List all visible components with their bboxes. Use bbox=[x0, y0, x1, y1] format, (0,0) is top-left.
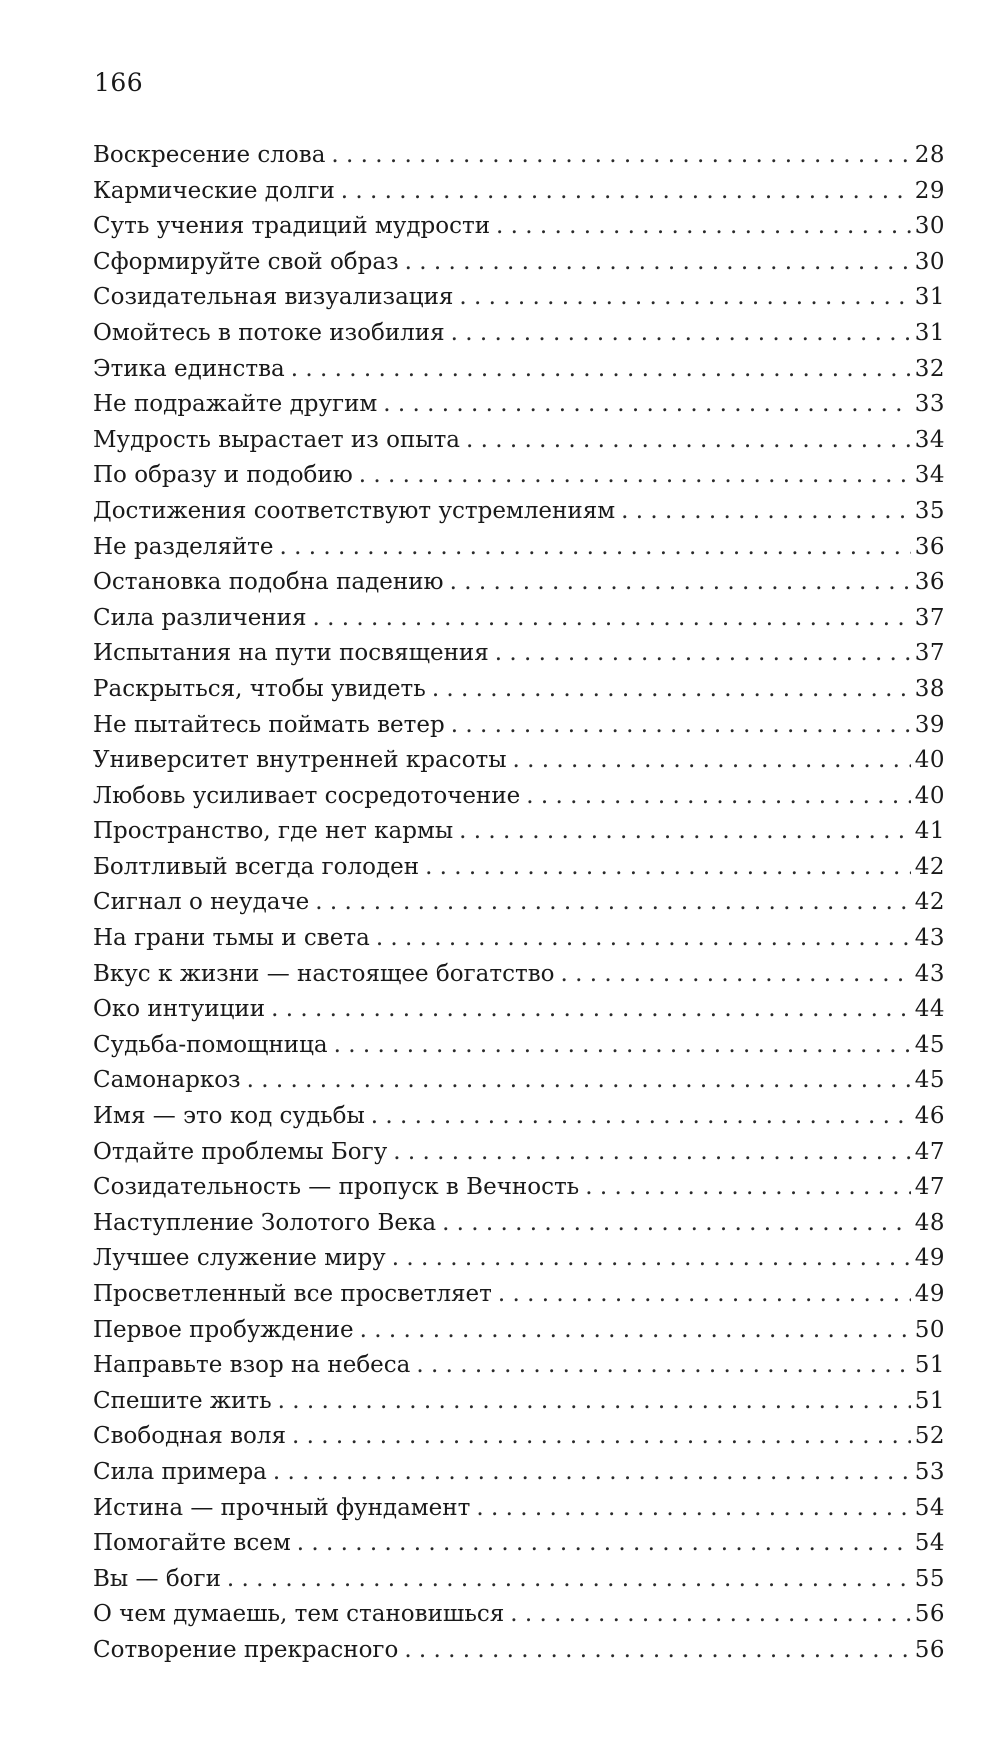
dot-leader bbox=[442, 1206, 911, 1242]
dot-leader bbox=[273, 1455, 911, 1491]
toc-entry-page-number: 43 bbox=[914, 925, 945, 952]
toc-entry-page-number: 43 bbox=[914, 960, 945, 987]
toc-entry-title: Спешите жить bbox=[93, 1387, 272, 1414]
dot-leader bbox=[359, 458, 911, 494]
toc-entry-title: Отдайте проблемы Богу bbox=[93, 1138, 388, 1165]
toc-entry bbox=[93, 1419, 945, 1455]
dot-leader bbox=[334, 1028, 911, 1064]
toc-entry bbox=[93, 530, 945, 566]
toc-entry-page-number: 54 bbox=[914, 1494, 945, 1521]
toc-entry-title: Сила примера bbox=[93, 1458, 267, 1485]
toc-entry bbox=[93, 1063, 945, 1099]
toc-entry-page-number: 48 bbox=[914, 1209, 945, 1236]
toc-entry-page-number: 42 bbox=[914, 853, 945, 880]
toc-entry-page-number: 34 bbox=[914, 462, 945, 489]
toc-entry bbox=[93, 992, 945, 1028]
toc-entry-title: Сотворение прекрасного bbox=[93, 1636, 399, 1663]
dot-leader bbox=[393, 1135, 910, 1171]
toc-entry bbox=[93, 1313, 945, 1349]
dot-leader bbox=[383, 387, 910, 423]
toc-entry bbox=[93, 743, 945, 779]
dot-leader bbox=[459, 814, 911, 850]
toc-entry bbox=[93, 779, 945, 815]
toc-entry-page-number: 53 bbox=[914, 1458, 945, 1485]
toc-entry-page-number: 51 bbox=[914, 1387, 945, 1414]
toc-entry-title: Пространство, где нет кармы bbox=[93, 818, 454, 845]
dot-leader bbox=[280, 530, 911, 566]
toc-entry-title: Достижения соответствуют устремлениям bbox=[93, 497, 616, 524]
toc-entry-page-number: 35 bbox=[914, 497, 945, 524]
toc-entry-title: Созидательная визуализация bbox=[93, 284, 454, 311]
toc-entry-title: О чем думаешь, тем становишься bbox=[93, 1601, 505, 1628]
toc-entry bbox=[93, 1170, 945, 1206]
toc-entry-page-number: 42 bbox=[914, 889, 945, 916]
dot-leader bbox=[561, 957, 911, 993]
toc-entry-page-number: 32 bbox=[914, 355, 945, 382]
dot-leader bbox=[405, 245, 911, 281]
toc-entry bbox=[93, 352, 945, 388]
toc-entry bbox=[93, 423, 945, 459]
toc-entry-title: Вкус к жизни — настоящее богатство bbox=[93, 960, 555, 987]
toc-entry-title: Суть учения традиций мудрости bbox=[93, 213, 491, 240]
toc-entry-page-number: 54 bbox=[914, 1530, 945, 1557]
toc-entry bbox=[93, 316, 945, 352]
toc-entry bbox=[93, 1455, 945, 1491]
dot-leader bbox=[466, 423, 911, 459]
dot-leader bbox=[312, 601, 910, 637]
toc-entry-page-number: 51 bbox=[914, 1352, 945, 1379]
toc-entry-title: Сигнал о неудаче bbox=[93, 889, 310, 916]
toc-entry-title: Не разделяйте bbox=[93, 533, 274, 560]
toc-entry-page-number: 47 bbox=[914, 1138, 945, 1165]
toc-entry bbox=[93, 1241, 945, 1277]
toc-entry bbox=[93, 708, 945, 744]
toc-entry-title: На грани тьмы и света bbox=[93, 925, 370, 952]
toc-entry-title: Помогайте всем bbox=[93, 1530, 291, 1557]
dot-leader bbox=[360, 1313, 911, 1349]
toc-entry bbox=[93, 280, 945, 316]
toc-entry-title: Испытания на пути посвящения bbox=[93, 640, 489, 667]
dot-leader bbox=[621, 494, 911, 530]
toc-entry-page-number: 56 bbox=[914, 1601, 945, 1628]
dot-leader bbox=[292, 1419, 911, 1455]
toc-entry-title: Этика единства bbox=[93, 355, 285, 382]
toc-entry-title: По образу и подобию bbox=[93, 462, 353, 489]
toc-entry bbox=[93, 1562, 945, 1598]
dot-leader bbox=[331, 138, 910, 174]
toc-entry-page-number: 28 bbox=[914, 142, 945, 168]
toc-entry-page-number: 36 bbox=[914, 569, 945, 596]
toc-entry-page-number: 31 bbox=[914, 284, 945, 311]
toc-entry bbox=[93, 1135, 945, 1171]
dot-leader bbox=[496, 209, 911, 245]
toc-entry-page-number: 56 bbox=[914, 1636, 945, 1663]
toc-entry bbox=[93, 1526, 945, 1562]
toc-entry bbox=[93, 1491, 945, 1527]
dot-leader bbox=[526, 779, 910, 815]
toc-entry bbox=[93, 138, 945, 174]
toc-entry-page-number: 45 bbox=[914, 1067, 945, 1094]
toc-entry-page-number: 49 bbox=[914, 1281, 945, 1307]
dot-leader bbox=[392, 1241, 911, 1277]
toc-entry bbox=[93, 458, 945, 494]
toc-entry bbox=[93, 814, 945, 850]
dot-leader bbox=[425, 850, 911, 886]
toc-entry-title: Око интуиции bbox=[93, 996, 266, 1023]
toc-entry bbox=[93, 1597, 945, 1633]
toc-entry-page-number: 36 bbox=[914, 533, 945, 560]
toc-entry-title: Просветленный все просветляет bbox=[93, 1281, 492, 1307]
toc-entry-title: Первое пробуждение bbox=[93, 1316, 354, 1343]
dot-leader bbox=[271, 992, 911, 1028]
toc-entry bbox=[93, 921, 945, 957]
toc-entry-title: Сила различения bbox=[93, 604, 307, 631]
toc-entry-title: Мудрость вырастает из опыта bbox=[93, 426, 461, 453]
toc-entry-page-number: 37 bbox=[914, 604, 945, 631]
toc-entry bbox=[93, 565, 945, 601]
dot-leader bbox=[451, 316, 911, 352]
dot-leader bbox=[459, 280, 910, 316]
toc-entry-page-number: 30 bbox=[914, 213, 945, 240]
toc-entry bbox=[93, 672, 945, 708]
toc-entry-page-number: 41 bbox=[914, 818, 945, 845]
dot-leader bbox=[476, 1491, 910, 1527]
toc-entry bbox=[93, 636, 945, 672]
toc-entry-page-number: 49 bbox=[914, 1245, 945, 1272]
toc-entry-title: Университет внутренней красоты bbox=[93, 747, 507, 774]
toc-entry-title: Раскрыться, чтобы увидеть bbox=[93, 675, 426, 702]
toc-entry-page-number: 34 bbox=[914, 426, 945, 453]
dot-leader bbox=[416, 1348, 910, 1384]
dot-leader bbox=[247, 1063, 911, 1099]
toc-entry-title: Кармические долги bbox=[93, 177, 335, 204]
toc-entry-page-number: 30 bbox=[914, 248, 945, 275]
dot-leader bbox=[227, 1562, 911, 1598]
dot-leader bbox=[341, 174, 911, 210]
dot-leader bbox=[498, 1277, 911, 1313]
toc-entry-page-number: 45 bbox=[914, 1031, 945, 1058]
toc-entry-title: Вы — боги bbox=[93, 1565, 221, 1592]
dot-leader bbox=[376, 921, 911, 957]
toc-entry-page-number: 38 bbox=[914, 675, 945, 702]
toc-entry-page-number: 40 bbox=[914, 782, 945, 809]
dot-leader bbox=[510, 1597, 910, 1633]
dot-leader bbox=[291, 352, 911, 388]
dot-leader bbox=[432, 672, 911, 708]
toc-entry bbox=[93, 494, 945, 530]
dot-leader bbox=[371, 1099, 911, 1135]
toc-entry-title: Остановка подобна падению bbox=[93, 569, 444, 596]
toc-entry-title: Наступление Золотого Века bbox=[93, 1209, 437, 1236]
toc-entry-page-number: 37 bbox=[914, 640, 945, 667]
toc-entry-page-number: 44 bbox=[914, 996, 945, 1023]
toc-entry-page-number: 31 bbox=[914, 319, 945, 346]
toc-entry-page-number: 40 bbox=[914, 747, 945, 774]
toc-entry bbox=[93, 209, 945, 245]
toc-entry-page-number: 47 bbox=[914, 1174, 945, 1201]
toc-entry bbox=[93, 1206, 945, 1242]
toc-entry-title: Не пытайтесь поймать ветер bbox=[93, 711, 445, 738]
table-of-contents bbox=[93, 138, 945, 1669]
toc-entry bbox=[93, 1384, 945, 1420]
toc-entry bbox=[93, 387, 945, 423]
dot-leader bbox=[513, 743, 911, 779]
toc-entry bbox=[93, 850, 945, 886]
dot-leader bbox=[278, 1384, 911, 1420]
dot-leader bbox=[585, 1170, 911, 1206]
toc-entry bbox=[93, 1028, 945, 1064]
toc-entry-title: Не подражайте другим bbox=[93, 391, 378, 418]
toc-entry-page-number: 39 bbox=[914, 711, 945, 738]
dot-leader bbox=[297, 1526, 911, 1562]
dot-leader bbox=[404, 1633, 910, 1669]
toc-entry-title: Болтливый всегда голоден bbox=[93, 853, 420, 880]
toc-entry-title: Имя — это код судьбы bbox=[93, 1103, 365, 1130]
dot-leader bbox=[315, 885, 910, 921]
toc-entry bbox=[93, 601, 945, 637]
toc-entry-title: Лучшее служение миру bbox=[93, 1245, 386, 1272]
toc-entry-title: Истина — прочный фундамент bbox=[93, 1494, 471, 1521]
toc-entry bbox=[93, 957, 945, 993]
toc-entry-title: Судьба-помощница bbox=[93, 1031, 328, 1058]
toc-entry-title: Свободная воля bbox=[93, 1423, 287, 1450]
toc-entry bbox=[93, 174, 945, 210]
toc-entry-title: Любовь усиливает сосредоточение bbox=[93, 782, 521, 809]
dot-leader bbox=[450, 565, 911, 601]
toc-entry-page-number: 29 bbox=[914, 177, 945, 204]
toc-entry-page-number: 52 bbox=[914, 1423, 945, 1450]
toc-entry bbox=[93, 245, 945, 281]
toc-entry bbox=[93, 1348, 945, 1384]
toc-entry bbox=[93, 1633, 945, 1669]
toc-entry bbox=[93, 885, 945, 921]
toc-entry-title: Сформируйте свой образ bbox=[93, 248, 399, 275]
toc-entry-title: Созидательность — пропуск в Вечность bbox=[93, 1174, 580, 1201]
page-number: 166 bbox=[94, 68, 144, 97]
toc-entry-title: Направьте взор на небеса bbox=[93, 1352, 411, 1379]
toc-entry-page-number: 50 bbox=[914, 1316, 945, 1343]
dot-leader bbox=[495, 636, 911, 672]
toc-entry-page-number: 46 bbox=[914, 1103, 945, 1130]
toc-entry bbox=[93, 1099, 945, 1135]
toc-entry bbox=[93, 1277, 945, 1313]
toc-entry-page-number: 55 bbox=[914, 1565, 945, 1592]
toc-entry-page-number: 33 bbox=[914, 391, 945, 418]
dot-leader bbox=[451, 708, 911, 744]
toc-entry-title: Воскресение слова bbox=[93, 142, 326, 168]
toc-entry-title: Самонаркоз bbox=[93, 1067, 241, 1094]
toc-entry-title: Омойтесь в потоке изобилия bbox=[93, 319, 445, 346]
